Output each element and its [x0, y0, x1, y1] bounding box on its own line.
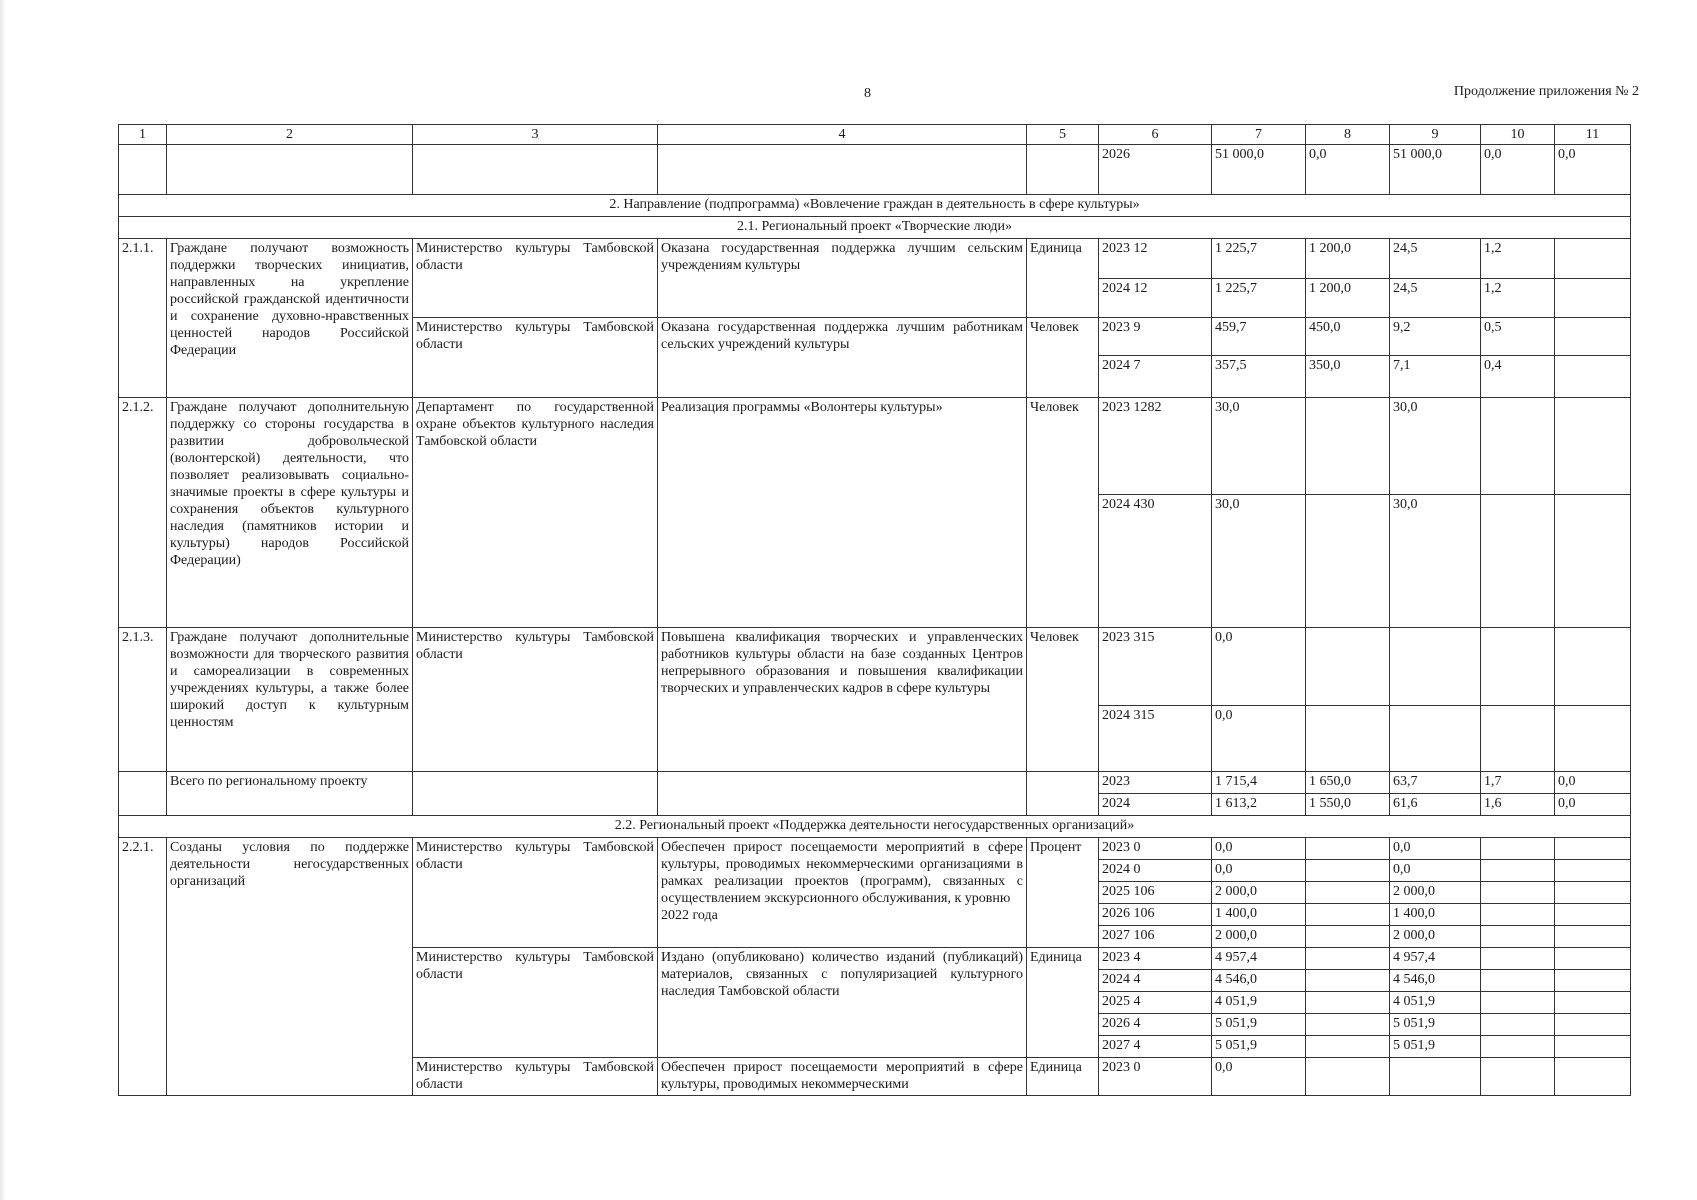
- section-heading: 2. Направление (подпрограмма) «Вовлечение граждан в деятельность в сфере культуры»: [119, 195, 1631, 217]
- year-cell: 2026 4: [1099, 1014, 1212, 1036]
- value-cell: 4 957,4: [1212, 948, 1306, 970]
- table-row: [119, 628, 1631, 706]
- executor: Министерство культуры Тамбовской области: [413, 1058, 658, 1096]
- project-heading: 2.2. Региональный проект «Поддержка деятельности негосударственных организаций»: [119, 816, 1631, 838]
- year-cell: 2027 106: [1099, 926, 1212, 948]
- value-cell: 0,0: [1212, 1058, 1306, 1096]
- value-cell: 1 200,0: [1306, 279, 1390, 318]
- year-cell: 2024: [1099, 794, 1212, 816]
- row-number: 2.1.1.: [119, 239, 167, 398]
- value-cell: 0,5: [1481, 318, 1555, 356]
- result-description: Обеспечен прирост посещаемости мероприятий в сфере культуры, проводимых некоммерческими: [658, 1058, 1027, 1096]
- task-description: Созданы условия по поддержке деятельности негосударственных организаций: [167, 838, 413, 1096]
- value-cell: 5 051,9: [1390, 1014, 1481, 1036]
- value-cell: 450,0: [1306, 318, 1390, 356]
- value-cell: 0,0: [1555, 772, 1631, 794]
- unit: Человек: [1027, 628, 1099, 772]
- value-cell: 4 546,0: [1212, 970, 1306, 992]
- value-cell: 61,6: [1390, 794, 1481, 816]
- result-description: Оказана государственная поддержка лучшим работникам сельских учреждений культуры: [658, 318, 1027, 398]
- value-cell: 30,0: [1212, 398, 1306, 495]
- value-cell: 63,7: [1390, 772, 1481, 794]
- scan-edge: [0, 0, 6, 1200]
- year-cell: 2027 4: [1099, 1036, 1212, 1058]
- year-cell: 2023: [1099, 772, 1212, 794]
- value-cell: 1 550,0: [1306, 794, 1390, 816]
- executor: Министерство культуры Тамбовской области: [413, 948, 658, 1058]
- executor: Министерство культуры Тамбовской области: [413, 239, 658, 318]
- value-cell: 24,5: [1390, 239, 1481, 279]
- value-cell: 1 650,0: [1306, 772, 1390, 794]
- year-cell: 2025 4: [1099, 992, 1212, 1014]
- project-heading-row: [119, 816, 1631, 838]
- year-cell: 2023 4: [1099, 948, 1212, 970]
- value-cell: 24,5: [1390, 279, 1481, 318]
- value-cell: 0,0: [1390, 860, 1481, 882]
- row-number: 2.2.1.: [119, 838, 167, 1096]
- result-description: Повышена квалификация творческих и управленческих работников культуры области на базе созданных Центров непрерывного образования и повышения квалификации творческих и управленческих кадров в сфере культуры: [658, 628, 1027, 772]
- executor: Министерство культуры Тамбовской области: [413, 628, 658, 772]
- col-header: 10: [1481, 125, 1555, 145]
- value-cell: 7,1: [1390, 356, 1481, 398]
- value-cell: 5 051,9: [1212, 1036, 1306, 1058]
- value-cell: 0,0: [1212, 838, 1306, 860]
- value-cell: 0,0: [1212, 860, 1306, 882]
- col-header: 8: [1306, 125, 1390, 145]
- value-cell: 2 000,0: [1390, 882, 1481, 904]
- result-description: Оказана государственная поддержка лучшим сельским учреждениям культуры: [658, 239, 1027, 318]
- value-cell: 30,0: [1212, 495, 1306, 628]
- value-cell: 1,2: [1481, 279, 1555, 318]
- value-cell: 0,0: [1481, 145, 1555, 195]
- value-cell: 0,0: [1212, 628, 1306, 706]
- value-cell: 9,2: [1390, 318, 1481, 356]
- year-cell: 2024 4: [1099, 970, 1212, 992]
- value-cell: 1,6: [1481, 794, 1555, 816]
- value-cell: 1 200,0: [1306, 239, 1390, 279]
- appendix-note: Продолжение приложения № 2: [1453, 84, 1639, 99]
- value-cell: 459,7: [1212, 318, 1306, 356]
- value-cell: 1 400,0: [1390, 904, 1481, 926]
- unit: Единица: [1027, 1058, 1099, 1096]
- value-cell: 51 000,0: [1212, 145, 1306, 195]
- value-cell: 0,0: [1212, 706, 1306, 772]
- executor: Министерство культуры Тамбовской области: [413, 318, 658, 398]
- value-cell: 1 225,7: [1212, 239, 1306, 279]
- executor: Министерство культуры Тамбовской области: [413, 838, 658, 948]
- year-cell: 2024 315: [1099, 706, 1212, 772]
- value-cell: 4 957,4: [1390, 948, 1481, 970]
- unit: Единица: [1027, 239, 1099, 318]
- task-description: Граждане получают дополнительную поддержку со стороны государства в развитии добровольческой (волонтерской) деятельности, что позволяет реализовывать социально-значимые проекты в сфере культуры и сохранения объектов культурного наследия (памятников истории и культуры) народов Российской Федерации): [167, 398, 413, 628]
- unit: Процент: [1027, 838, 1099, 948]
- executor: Департамент по государственной охране объектов культурного наследия Тамбовской области: [413, 398, 658, 628]
- unit: Единица: [1027, 948, 1099, 1058]
- row-number: 2.1.2.: [119, 398, 167, 628]
- value-cell: 0,4: [1481, 356, 1555, 398]
- year-cell: 2024 7: [1099, 356, 1212, 398]
- value-cell: 5 051,9: [1212, 1014, 1306, 1036]
- year-cell: 2026: [1099, 145, 1212, 195]
- task-description: Граждане получают возможность поддержки творческих инициатив, направленных на укрепление российской гражданской идентичности и сохранение духовно-нравственных ценностей народов Российской Федерации: [167, 239, 413, 398]
- value-cell: 0,0: [1555, 145, 1631, 195]
- col-header: 9: [1390, 125, 1481, 145]
- year-cell: 2024 430: [1099, 495, 1212, 628]
- year-cell: 2023 0: [1099, 838, 1212, 860]
- year-cell: 2023 315: [1099, 628, 1212, 706]
- value-cell: 1 715,4: [1212, 772, 1306, 794]
- col-header: 4: [658, 125, 1027, 145]
- unit: Человек: [1027, 318, 1099, 398]
- value-cell: 1 400,0: [1212, 904, 1306, 926]
- table-row: [119, 838, 1631, 860]
- value-cell: 0,0: [1390, 838, 1481, 860]
- result-description: Обеспечен прирост посещаемости мероприятий в сфере культуры, проводимых некоммерческими организациями в рамках реализации проектов (программ), связанных с осуществлением экскурсионного обслуживания, к уровню 2022 года: [658, 838, 1027, 948]
- total-row: [119, 772, 1631, 794]
- unit: Человек: [1027, 398, 1099, 628]
- value-cell: 4 051,9: [1390, 992, 1481, 1014]
- value-cell: 350,0: [1306, 356, 1390, 398]
- year-cell: 2024 0: [1099, 860, 1212, 882]
- page-number: 8: [864, 86, 871, 101]
- col-header: 3: [413, 125, 658, 145]
- result-description: Реализация программы «Волонтеры культуры»: [658, 398, 1027, 628]
- result-description: Издано (опубликовано) количество изданий (публикаций) материалов, связанных с популяризацией культурного наследия Тамбовской области: [658, 948, 1027, 1058]
- value-cell: 2 000,0: [1212, 882, 1306, 904]
- col-header: 1: [119, 125, 167, 145]
- value-cell: 1 613,2: [1212, 794, 1306, 816]
- value-cell: 2 000,0: [1390, 926, 1481, 948]
- column-number-row: [119, 125, 1631, 145]
- value-cell: 357,5: [1212, 356, 1306, 398]
- value-cell: 0,0: [1555, 794, 1631, 816]
- section-heading-row: [119, 195, 1631, 217]
- year-cell: 2023 9: [1099, 318, 1212, 356]
- value-cell: 0,0: [1306, 145, 1390, 195]
- year-cell: 2023 0: [1099, 1058, 1212, 1096]
- value-cell: 30,0: [1390, 398, 1481, 495]
- value-cell: 30,0: [1390, 495, 1481, 628]
- year-cell: 2023 1282: [1099, 398, 1212, 495]
- task-description: Граждане получают дополнительные возможности для творческого развития и самореализации в современных учреждениях культуры, а также более широкий доступ к культурным ценностям: [167, 628, 413, 772]
- value-cell: 4 051,9: [1212, 992, 1306, 1014]
- row-number: 2.1.3.: [119, 628, 167, 772]
- year-cell: 2025 106: [1099, 882, 1212, 904]
- col-header: 6: [1099, 125, 1212, 145]
- table-row: [119, 239, 1631, 279]
- value-cell: 4 546,0: [1390, 970, 1481, 992]
- year-cell: 2026 106: [1099, 904, 1212, 926]
- total-label: Всего по региональному проекту: [167, 772, 413, 816]
- value-cell: 1,2: [1481, 239, 1555, 279]
- table-row: [119, 398, 1631, 495]
- value-cell: 51 000,0: [1390, 145, 1481, 195]
- project-heading-row: [119, 217, 1631, 239]
- value-cell: 1,7: [1481, 772, 1555, 794]
- year-cell: 2024 12: [1099, 279, 1212, 318]
- col-header: 7: [1212, 125, 1306, 145]
- col-header: 5: [1027, 125, 1099, 145]
- value-cell: 5 051,9: [1390, 1036, 1481, 1058]
- col-header: 2: [167, 125, 413, 145]
- value-cell: 1 225,7: [1212, 279, 1306, 318]
- value-cell: 2 000,0: [1212, 926, 1306, 948]
- year-cell: 2023 12: [1099, 239, 1212, 279]
- appendix-table: [118, 124, 1631, 1096]
- col-header: 11: [1555, 125, 1631, 145]
- table-row: [119, 145, 1631, 195]
- project-heading: 2.1. Региональный проект «Творческие люди»: [119, 217, 1631, 239]
